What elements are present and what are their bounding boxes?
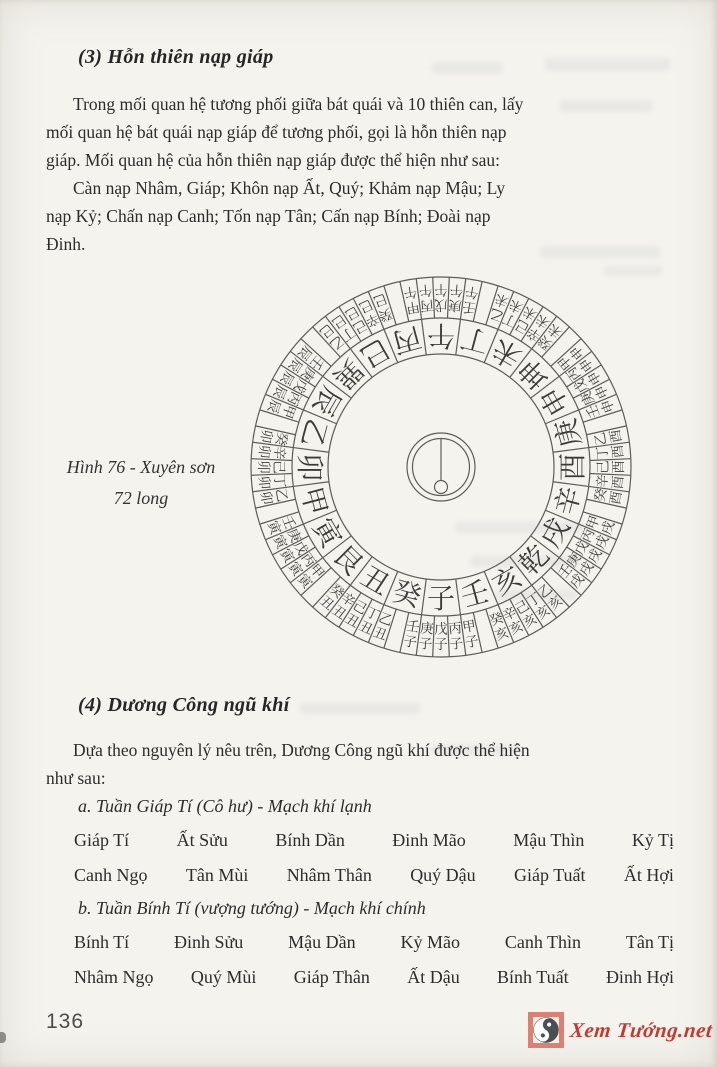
svg-text:壬: 壬 bbox=[306, 352, 327, 373]
svg-text:卯: 卯 bbox=[255, 475, 273, 490]
svg-text:酉: 酉 bbox=[609, 444, 627, 459]
svg-text:卯: 卯 bbox=[255, 444, 273, 459]
paragraph-line: nạp Kỷ; Chấn nạp Canh; Tốn nạp Tân; Cấn nạp Bính; Đoài nạp bbox=[46, 206, 491, 226]
svg-text:丁: 丁 bbox=[500, 309, 520, 330]
svg-text:甲: 甲 bbox=[461, 617, 478, 637]
bleed-through-smudge bbox=[545, 58, 670, 71]
svg-text:己: 己 bbox=[349, 597, 370, 619]
figure-caption-line-2: 72 long bbox=[113, 488, 169, 508]
svg-text:乙: 乙 bbox=[326, 332, 347, 353]
svg-text:申: 申 bbox=[533, 380, 577, 422]
svg-text:巽: 巽 bbox=[326, 352, 370, 396]
svg-text:寅: 寅 bbox=[269, 532, 290, 552]
xemtuong-watermark bbox=[528, 1012, 712, 1048]
svg-text:午: 午 bbox=[449, 281, 464, 299]
svg-text:戌: 戌 bbox=[576, 558, 598, 580]
svg-text:丁: 丁 bbox=[270, 473, 288, 489]
ganzhi-item: Mậu Dần bbox=[288, 932, 356, 952]
svg-text:卯: 卯 bbox=[256, 489, 275, 506]
svg-text:辛: 辛 bbox=[524, 323, 545, 345]
svg-text:丑: 丑 bbox=[316, 592, 337, 614]
svg-text:庚: 庚 bbox=[419, 620, 435, 638]
svg-text:寅: 寅 bbox=[263, 518, 284, 537]
ganzhi-item: Bính Tuất bbox=[497, 967, 569, 987]
ganzhi-row bbox=[74, 967, 674, 988]
svg-text:子: 子 bbox=[402, 633, 419, 652]
svg-text:子: 子 bbox=[418, 635, 433, 653]
ganzhi-row bbox=[74, 830, 674, 851]
svg-text:酉: 酉 bbox=[556, 452, 589, 482]
svg-text:丁: 丁 bbox=[457, 320, 493, 360]
ganzhi-item: Bính Tí bbox=[74, 932, 130, 952]
paragraph-line: Càn nạp Nhâm, Giáp; Khôn nạp Ất, Quý; Khảm nạp Mậu; Ly bbox=[73, 178, 506, 198]
svg-text:坤: 坤 bbox=[512, 352, 556, 396]
tuan-binh-ti-title: b. Tuần Bính Tí (vượng tướng) - Mạch khí chính bbox=[78, 898, 426, 918]
ganzhi-item: Giáp Tuất bbox=[514, 865, 586, 885]
scan-edge-artifact bbox=[0, 1032, 6, 1043]
ganzhi-item: Tân Mùi bbox=[185, 865, 249, 885]
ganzhi-item: Kỷ Mão bbox=[400, 932, 460, 952]
svg-text:戊: 戊 bbox=[571, 538, 593, 559]
svg-text:甲: 甲 bbox=[306, 561, 327, 582]
ganzhi-item: Đinh Hợi bbox=[605, 967, 674, 987]
svg-text:己: 己 bbox=[595, 460, 612, 474]
svg-text:寅: 寅 bbox=[305, 512, 349, 554]
svg-text:戌: 戌 bbox=[598, 518, 619, 537]
svg-text:丁: 丁 bbox=[594, 445, 612, 461]
svg-text:子: 子 bbox=[463, 633, 480, 652]
bleed-through-smudge bbox=[300, 703, 420, 714]
svg-text:庚: 庚 bbox=[578, 388, 599, 408]
ganzhi-item: Kỷ Tị bbox=[631, 830, 674, 850]
svg-text:辛: 辛 bbox=[270, 445, 288, 461]
svg-text:庚: 庚 bbox=[548, 415, 588, 451]
svg-text:甲: 甲 bbox=[294, 483, 334, 519]
svg-text:未: 未 bbox=[486, 331, 528, 375]
svg-text:乙: 乙 bbox=[271, 487, 291, 504]
svg-text:辛: 辛 bbox=[594, 473, 612, 489]
ganzhi-item: Giáp Tí bbox=[74, 830, 130, 850]
ganzhi-item: Ất Hợi bbox=[623, 865, 674, 885]
svg-text:癸: 癸 bbox=[487, 609, 506, 630]
svg-text:乙: 乙 bbox=[591, 430, 611, 447]
svg-text:丑: 丑 bbox=[356, 618, 376, 639]
section-4-paragraph bbox=[46, 736, 678, 792]
svg-text:己: 己 bbox=[512, 315, 533, 337]
svg-text:亥: 亥 bbox=[492, 624, 511, 645]
svg-text:丁: 丁 bbox=[337, 323, 358, 345]
svg-text:辛: 辛 bbox=[337, 589, 358, 611]
svg-text:未: 未 bbox=[545, 320, 566, 342]
svg-text:丑: 丑 bbox=[342, 610, 362, 632]
svg-text:戌: 戌 bbox=[533, 512, 577, 554]
svg-text:丙: 丙 bbox=[447, 620, 463, 638]
ganzhi-row bbox=[74, 865, 674, 886]
svg-text:癸: 癸 bbox=[389, 574, 425, 614]
svg-text:丁: 丁 bbox=[362, 604, 382, 625]
svg-text:癸: 癸 bbox=[535, 332, 556, 353]
section-3-paragraph-2 bbox=[46, 174, 678, 258]
svg-text:申: 申 bbox=[592, 382, 613, 402]
svg-text:癸: 癸 bbox=[376, 304, 395, 325]
paragraph-line: Trong mối quan hệ tương phối giữa bát quái và 10 thiên can, lấy bbox=[73, 94, 524, 114]
svg-text:丙: 丙 bbox=[297, 550, 319, 571]
paragraph-line: Đinh. bbox=[46, 234, 86, 254]
svg-text:壬: 壬 bbox=[457, 574, 493, 614]
svg-text:未: 未 bbox=[532, 310, 554, 332]
svg-text:巳: 巳 bbox=[342, 302, 362, 324]
svg-text:乙: 乙 bbox=[535, 581, 556, 602]
tuan-giap-ti-title: a. Tuần Giáp Tí (Cô hư) - Mạch khí lạnh bbox=[78, 796, 372, 816]
figure-caption-line-1: Hình 76 - Xuyên sơn bbox=[66, 457, 216, 477]
svg-text:戊: 戊 bbox=[571, 375, 593, 396]
svg-text:壬: 壬 bbox=[404, 617, 421, 637]
svg-text:巳: 巳 bbox=[316, 320, 337, 342]
svg-text:午: 午 bbox=[402, 282, 419, 301]
svg-text:壬: 壬 bbox=[583, 402, 604, 421]
svg-text:巳: 巳 bbox=[371, 289, 390, 310]
svg-text:甲: 甲 bbox=[583, 513, 604, 532]
svg-text:戊: 戊 bbox=[289, 538, 311, 559]
svg-text:辰: 辰 bbox=[294, 342, 316, 363]
svg-text:丁: 丁 bbox=[524, 589, 545, 611]
section-4-heading: (4) Dương Công ngũ khí bbox=[78, 694, 290, 716]
svg-text:戊: 戊 bbox=[434, 621, 448, 638]
svg-text:亥: 亥 bbox=[506, 618, 526, 639]
paragraph-line: giáp. Mối quan hệ của hỗn thiên nạp giáp được thể hiện như sau: bbox=[46, 150, 500, 170]
svg-text:乙: 乙 bbox=[294, 415, 334, 451]
svg-text:未: 未 bbox=[506, 295, 526, 316]
svg-text:申: 申 bbox=[584, 368, 606, 388]
svg-text:庚: 庚 bbox=[447, 296, 463, 314]
xuyen-son-compass-diagram bbox=[243, 269, 639, 665]
svg-text:子: 子 bbox=[426, 582, 456, 615]
svg-text:丑: 丑 bbox=[371, 624, 390, 645]
svg-text:戌: 戌 bbox=[566, 571, 588, 592]
svg-text:艮: 艮 bbox=[326, 538, 370, 582]
svg-text:壬: 壬 bbox=[555, 561, 576, 582]
svg-text:甲: 甲 bbox=[555, 352, 576, 373]
svg-text:午: 午 bbox=[418, 281, 433, 299]
ganzhi-item: Mậu Thìn bbox=[513, 830, 585, 850]
ganzhi-item: Ất Dậu bbox=[407, 967, 460, 987]
svg-text:巳: 巳 bbox=[354, 331, 396, 375]
svg-text:癸: 癸 bbox=[591, 487, 611, 504]
svg-text:丙: 丙 bbox=[563, 363, 585, 384]
svg-text:辰: 辰 bbox=[305, 380, 349, 422]
svg-text:丙: 丙 bbox=[283, 388, 304, 408]
svg-text:辛: 辛 bbox=[500, 604, 520, 625]
svg-text:己: 己 bbox=[270, 460, 287, 474]
svg-text:乾: 乾 bbox=[512, 538, 556, 582]
svg-text:卯: 卯 bbox=[256, 428, 275, 445]
svg-text:酉: 酉 bbox=[607, 428, 626, 445]
svg-text:辛: 辛 bbox=[548, 483, 588, 519]
svg-text:戊: 戊 bbox=[434, 296, 448, 313]
svg-text:亥: 亥 bbox=[545, 592, 566, 614]
svg-text:巳: 巳 bbox=[328, 310, 350, 332]
svg-text:子: 子 bbox=[449, 635, 464, 653]
ganzhi-item: Canh Ngọ bbox=[74, 865, 148, 885]
svg-text:卯: 卯 bbox=[255, 460, 271, 474]
paragraph-line: Dựa theo nguyên lý nêu trên, Dương Công ngũ khí được thể hiện bbox=[73, 740, 530, 760]
svg-text:丙: 丙 bbox=[578, 526, 599, 546]
svg-text:己: 己 bbox=[349, 315, 370, 337]
svg-text:申: 申 bbox=[598, 397, 619, 416]
svg-text:午: 午 bbox=[463, 282, 480, 301]
ganzhi-item: Giáp Thân bbox=[293, 967, 370, 987]
ganzhi-item: Canh Thìn bbox=[504, 932, 581, 952]
paragraph-line: như sau: bbox=[46, 768, 106, 788]
svg-text:癸: 癸 bbox=[271, 430, 291, 447]
ganzhi-row bbox=[74, 932, 674, 953]
svg-text:庚: 庚 bbox=[563, 550, 585, 571]
svg-text:寅: 寅 bbox=[294, 571, 316, 592]
section-3-heading: (3) Hỗn thiên nạp giáp bbox=[78, 46, 274, 68]
svg-text:申: 申 bbox=[566, 342, 588, 363]
svg-text:癸: 癸 bbox=[326, 581, 347, 602]
svg-text:甲: 甲 bbox=[404, 297, 421, 317]
svg-text:辛: 辛 bbox=[362, 309, 382, 330]
svg-text:未: 未 bbox=[520, 302, 540, 324]
bleed-through-smudge bbox=[432, 62, 502, 74]
svg-text:戌: 戌 bbox=[584, 546, 606, 566]
ganzhi-item: Ất Sửu bbox=[176, 830, 228, 850]
svg-text:酉: 酉 bbox=[607, 489, 626, 506]
svg-text:乙: 乙 bbox=[376, 609, 395, 630]
svg-text:巳: 巳 bbox=[356, 295, 376, 316]
svg-text:壬: 壬 bbox=[278, 513, 299, 532]
svg-text:子: 子 bbox=[434, 637, 448, 653]
svg-text:丑: 丑 bbox=[354, 559, 396, 603]
svg-text:酉: 酉 bbox=[611, 460, 627, 474]
svg-text:未: 未 bbox=[492, 289, 511, 310]
section-3-paragraph-1 bbox=[46, 90, 678, 174]
svg-text:辰: 辰 bbox=[269, 382, 290, 402]
svg-text:卯: 卯 bbox=[293, 452, 326, 482]
svg-text:己: 己 bbox=[512, 597, 533, 619]
figure-caption bbox=[38, 452, 244, 514]
page-number: 136 bbox=[46, 1010, 85, 1033]
ganzhi-item: Quý Dậu bbox=[410, 865, 476, 885]
svg-text:辰: 辰 bbox=[263, 397, 284, 416]
ganzhi-item: Bính Dần bbox=[275, 830, 345, 850]
ganzhi-item: Đinh Mão bbox=[392, 830, 466, 850]
svg-text:午: 午 bbox=[434, 281, 448, 297]
svg-text:乙: 乙 bbox=[487, 304, 506, 325]
paragraph-line: mối quan hệ bát quái nạp giáp để tương phối, gọi là hỗn thiên nạp bbox=[46, 122, 507, 142]
svg-text:庚: 庚 bbox=[297, 363, 319, 384]
svg-text:庚: 庚 bbox=[283, 526, 304, 546]
svg-text:戌: 戌 bbox=[592, 532, 613, 552]
ganzhi-item: Quý Mùi bbox=[190, 967, 257, 987]
yin-yang-icon bbox=[528, 1012, 564, 1048]
svg-text:酉: 酉 bbox=[609, 475, 627, 490]
svg-text:丙: 丙 bbox=[389, 320, 425, 360]
svg-text:寅: 寅 bbox=[276, 546, 298, 566]
svg-text:壬: 壬 bbox=[461, 297, 478, 317]
svg-text:申: 申 bbox=[576, 354, 598, 376]
svg-text:亥: 亥 bbox=[520, 610, 540, 632]
svg-text:亥: 亥 bbox=[532, 602, 554, 624]
ganzhi-item: Tân Tị bbox=[625, 932, 674, 952]
watermark-text: Xem Tướng.net bbox=[568, 1017, 714, 1042]
svg-text:辰: 辰 bbox=[284, 354, 306, 376]
ganzhi-item: Nhâm Ngọ bbox=[74, 967, 154, 987]
svg-text:戊: 戊 bbox=[289, 375, 311, 396]
svg-text:丙: 丙 bbox=[419, 296, 435, 314]
svg-text:午: 午 bbox=[426, 319, 456, 352]
svg-text:丑: 丑 bbox=[328, 602, 350, 624]
svg-text:辰: 辰 bbox=[276, 368, 298, 388]
ganzhi-item: Nhâm Thân bbox=[286, 865, 372, 885]
svg-text:亥: 亥 bbox=[486, 559, 528, 603]
svg-text:甲: 甲 bbox=[278, 402, 299, 421]
ganzhi-item: Đinh Sửu bbox=[174, 932, 244, 952]
svg-text:寅: 寅 bbox=[284, 558, 306, 580]
